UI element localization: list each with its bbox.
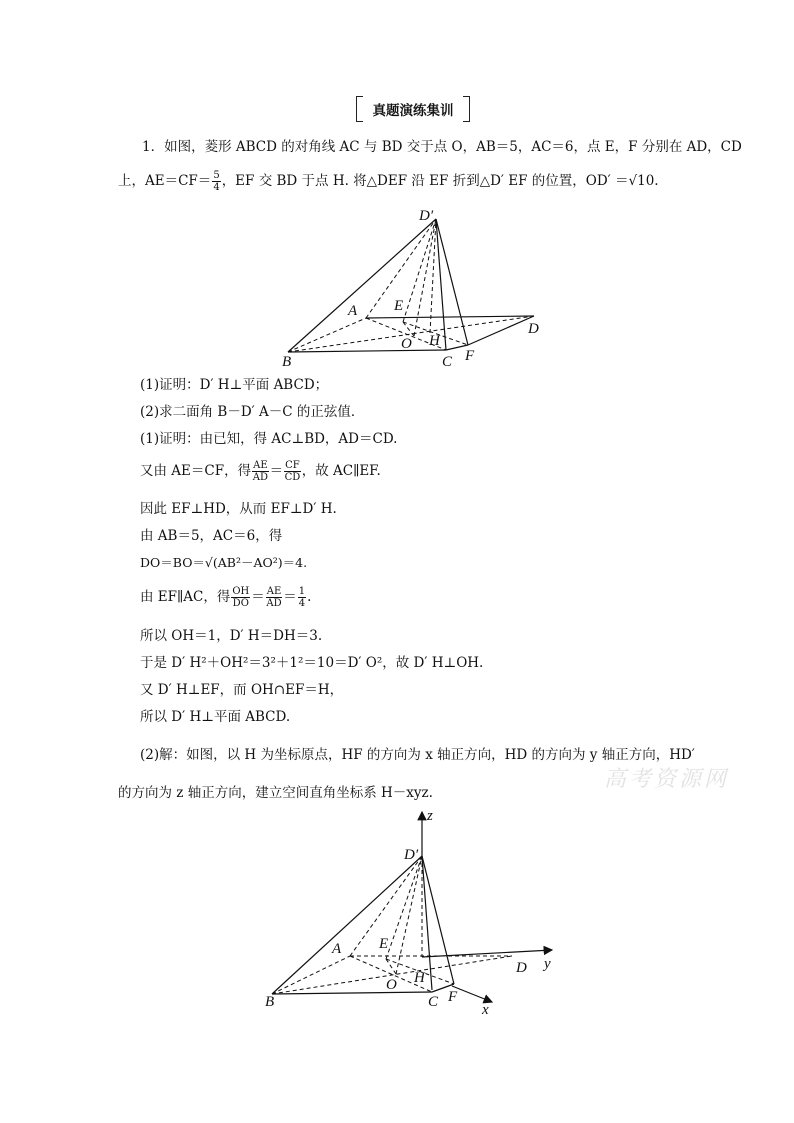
- fraction-CF-CD: [284, 460, 301, 483]
- frac-den: 4: [213, 182, 220, 193]
- equals: ＝: [283, 589, 297, 605]
- frac-num: AE: [266, 586, 282, 597]
- section-title-box: [356, 96, 470, 120]
- label-F: F: [465, 348, 475, 364]
- label-D: D: [528, 321, 539, 337]
- frac-den: 4: [298, 598, 306, 609]
- watermark: 高考资源网: [604, 767, 730, 792]
- label-C: C: [442, 354, 453, 370]
- frac-num: 5: [213, 170, 220, 181]
- frac-num: CF: [285, 460, 300, 471]
- label-y: y: [544, 956, 551, 972]
- sol-line-2a: 又由 AE＝CF，得: [140, 463, 252, 479]
- frac-den: CD: [284, 472, 301, 483]
- sol-line-3: 因此 EF⊥HD，从而 EF⊥D′ H.: [140, 501, 337, 517]
- label-A-2: A: [332, 941, 342, 957]
- question-2: (2)求二面角 B－D′ A－C 的正弦值．: [140, 404, 365, 420]
- sol-line-5: DO＝BO＝√(AB²－AO²)＝4.: [140, 555, 308, 570]
- label-C-2: C: [428, 994, 439, 1010]
- sol-line-9: 又 D′ H⊥EF，而 OH∩EF＝H，: [140, 682, 344, 698]
- equals: ＝: [251, 589, 265, 605]
- figure-1: [278, 200, 548, 370]
- sol-line-1: (1)证明：由已知，得 AC⊥BD，AD＝CD.: [140, 431, 398, 447]
- sol2-line-1: (2)解：如图，以 H 为坐标原点，HF 的方向为 x 轴正方向，HD 的方向为 y 轴正方向，HD′: [140, 747, 695, 763]
- label-Dprime-2: D′: [404, 847, 419, 863]
- label-O: O: [401, 336, 412, 352]
- label-F-2: F: [448, 989, 458, 1005]
- fraction-5-4: [212, 170, 220, 193]
- sol-line-2: [140, 460, 381, 483]
- label-D-2: D: [516, 960, 527, 976]
- label-H: H: [429, 333, 440, 349]
- frac-den: AD: [266, 598, 282, 609]
- label-H-2: H: [414, 970, 425, 986]
- frac-num: AE: [253, 460, 268, 471]
- label-E: E: [394, 298, 404, 314]
- label-z: z: [427, 808, 433, 824]
- sol-line-2b: ，故 AC∥EF.: [301, 463, 381, 479]
- sol-line-6b: .: [307, 589, 312, 605]
- label-Dprime: D′: [419, 208, 434, 224]
- label-A: A: [348, 303, 358, 319]
- fraction-1-4: [298, 586, 306, 609]
- frac-num: 1: [298, 586, 306, 597]
- label-B: B: [282, 354, 292, 370]
- problem-line-2: [118, 170, 659, 193]
- problem-line-1: 1．如图，菱形 ABCD 的对角线 AC 与 BD 交于点 O，AB＝5，AC＝6，点 E，F 分别在 AD，CD: [142, 139, 742, 155]
- right-bracket: [463, 96, 470, 122]
- label-E-2: E: [379, 936, 389, 952]
- sol-line-6a: 由 EF∥AC，得: [140, 589, 231, 605]
- equals: ＝: [269, 463, 284, 479]
- section-title: 真题演练集训: [372, 103, 454, 119]
- problem-line-2b: ，EF 交 BD 于点 H. 将△DEF 沿 EF 折到△D′ EF 的位置，OD′ ＝√10.: [221, 173, 659, 189]
- sol-line-6: [140, 586, 311, 609]
- sol-line-4: 由 AB＝5，AC＝6，得: [140, 528, 283, 544]
- label-x: x: [482, 1002, 489, 1018]
- sol-line-8: 于是 D′ H²＋OH²＝3²＋1²＝10＝D′ O²，故 D′ H⊥OH.: [140, 655, 484, 671]
- question-1: (1)证明：D′ H⊥平面 ABCD；: [140, 377, 329, 393]
- label-O-2: O: [386, 977, 397, 993]
- sol-line-10: 所以 D′ H⊥平面 ABCD.: [140, 709, 291, 725]
- fraction-AE-AD-2: [266, 586, 283, 609]
- frac-den: DO: [232, 598, 249, 609]
- problem-line-2a: 上，AE＝CF＝: [118, 173, 212, 189]
- fraction-OH-DO: [231, 586, 250, 609]
- sol-line-7: 所以 OH＝1，D′ H＝DH＝3.: [140, 628, 323, 644]
- sol2-line-2: 的方向为 z 轴正方向，建立空间直角坐标系 H－xyz.: [118, 785, 433, 801]
- fraction-AE-AD: [252, 460, 269, 483]
- label-B-2: B: [265, 994, 275, 1010]
- frac-den: AD: [252, 472, 268, 483]
- frac-num: OH: [232, 586, 250, 597]
- figure-2: [262, 806, 562, 1018]
